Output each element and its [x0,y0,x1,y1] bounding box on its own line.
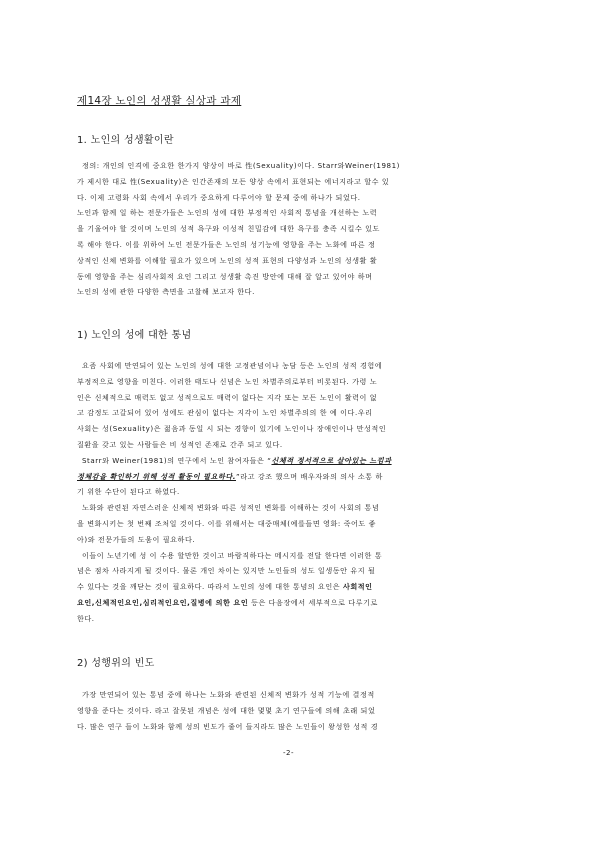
text-line: 동에 영향을 주는 심리사회적 요인 그리고 성생활 촉진 방안에 대해 잘 알고 있어야 하며 [77,271,373,281]
section-title-sexuality-definition: 1. 노인의 성생활이란 [77,135,174,146]
text-line: 을 변화시키는 첫 번째 조처일 것이다. 이를 위해서는 대중매체(예를들면 영화: 죽어도 좋 [77,518,377,528]
text-line: 념은 점차 사라지게 될 것이다. 물론 개인 차이는 있지만 노인들의 성도 일생동안 유지 될 [77,566,376,576]
section-title-frequency: 2) 성행위의 빈도 [77,658,155,669]
text-line: 다. 이제 고령화 사회 속에서 우리가 중요하게 다루어야 할 문제 중에 하나가 되었다. [77,192,361,202]
text-line: 사회는 성(Sexuality)은 젊음과 동일 시 되는 경향이 있기에 노인이나 장애인이나 만성적인 [77,424,387,434]
text-line: 상적인 신체 변화를 이해할 필요가 있으며 노인의 성적 표현의 다양성과 노인의 성생활 활 [77,255,378,265]
quote-emphasis: 정체감을 확인하기 위해 성적 활동이 필요하다. [77,471,236,481]
paragraph-definition [77,158,517,300]
text-line: 을 기울여야 할 것이며 노인의 성적 욕구와 이성적 친밀감에 대한 욕구를 충족 시킬수 있도 [77,224,380,234]
text-line: 아)와 전문가들의 도움이 필요하다. [77,534,196,544]
text-line: 부정적으로 영향을 미친다. 이러한 태도나 신념은 노인 차별주의로부터 비롯된다. 가령 노 [77,376,378,386]
factors-tail: 등은 다음장에서 세부적으로 다루기로 [248,597,378,607]
text-line: 노인과 함께 일 하는 전문가들은 노인의 성에 대한 부정적인 사회적 통념을 개선하는 노력 [77,208,378,218]
quote-intro: Starr와 Weiner(1981)의 연구에서 노인 참여자들은 “ [82,455,272,465]
section-title-myths: 1) 노인의 성에 대한 통념 [77,330,192,341]
text-line-factors [77,579,517,595]
text-line: 요즘 사회에 만연되어 있는 노인의 성에 대한 고정관념이나 농담 등은 노인의 성적 경험에 [82,361,383,370]
paragraph-frequency [77,687,517,734]
quote-outro: ”라고 강조 했으며 배우자와의 의사 소통 하 [236,471,383,481]
text-line-factors [77,595,517,611]
text-line: 노인의 성에 관한 다양한 측면을 고찰해 보고자 한다. [77,287,255,297]
text-line: 인은 신체적으로 매력도 없고 성적으로도 매력이 없다는 지각 또는 모든 노인이 활력이 없 [77,392,378,402]
text-line: 가 제시한 대로 性(Sexuality)은 인간존재의 모든 양상 속에서 표현되는 에너지라고 할수 있 [77,176,390,186]
text-line: 정의: 개인의 인격에 중요한 한가지 양상이 바로 性(Sexuality)이다. Starr와Weiner(1981) [82,161,400,170]
text-line: 노화와 관련된 자연스러운 신체적 변화와 따른 성적인 변화를 이해하는 것이 사회의 통념 [82,503,380,513]
paragraph-myths [77,358,517,627]
text-line: 가장 만연되어 있는 통념 중에 하나는 노화와 관련된 신체적 변화가 성적 기능에 결정적 [82,690,375,699]
factors-lead: 수 있다는 것을 깨닫는 것이 필요하다. 따라서 노인의 성에 대한 통념의 요인은 [77,582,343,592]
text-line-quote [77,453,517,469]
factors-bold: 요인,신체적인요인,심리적인요인,질병에 의한 요인 [77,597,249,607]
text-line: 한다. [77,613,95,623]
chapter-title: 제14장 노인의 성생활 실상과 과제 [77,95,242,107]
text-line: 영향을 준다는 것이다. 라고 잘못된 개념은 성에 대한 몇몇 초기 연구들에 의해 초래 되었 [77,705,376,715]
text-line: 이들이 노년기에 성 이 수용 할만한 것이고 바람직하다는 메시지를 전달 한다면 이러한 통 [82,550,383,560]
text-line: 다. 많은 연구 들이 노화와 함께 성의 빈도가 줄어 들지라도 많은 노인들이 왕성한 성적 경 [77,721,379,731]
quote-emphasis: 신체적 정서적으로 살아있는 느낌과 [271,455,392,465]
text-line: 고 감정도 고갈되어 있어 성에도 관심이 없다는 지각이 노인 차별주의의 한 예 이다.우리 [77,408,373,418]
text-line-quote [77,469,517,485]
page-number: -2- [283,749,295,757]
factors-bold: 사회적인 [342,582,373,592]
text-line: 질환을 갖고 있는 사람들은 비 성적인 존재로 간주 되고 있다. [77,439,283,449]
text-line: 록 해야 한다. 이를 위하여 노인 전문가들은 노인의 성기능에 영향을 주는 노화에 따른 정 [77,239,376,249]
text-line: 기 위한 수단이 된다고 하였다. [77,487,180,497]
